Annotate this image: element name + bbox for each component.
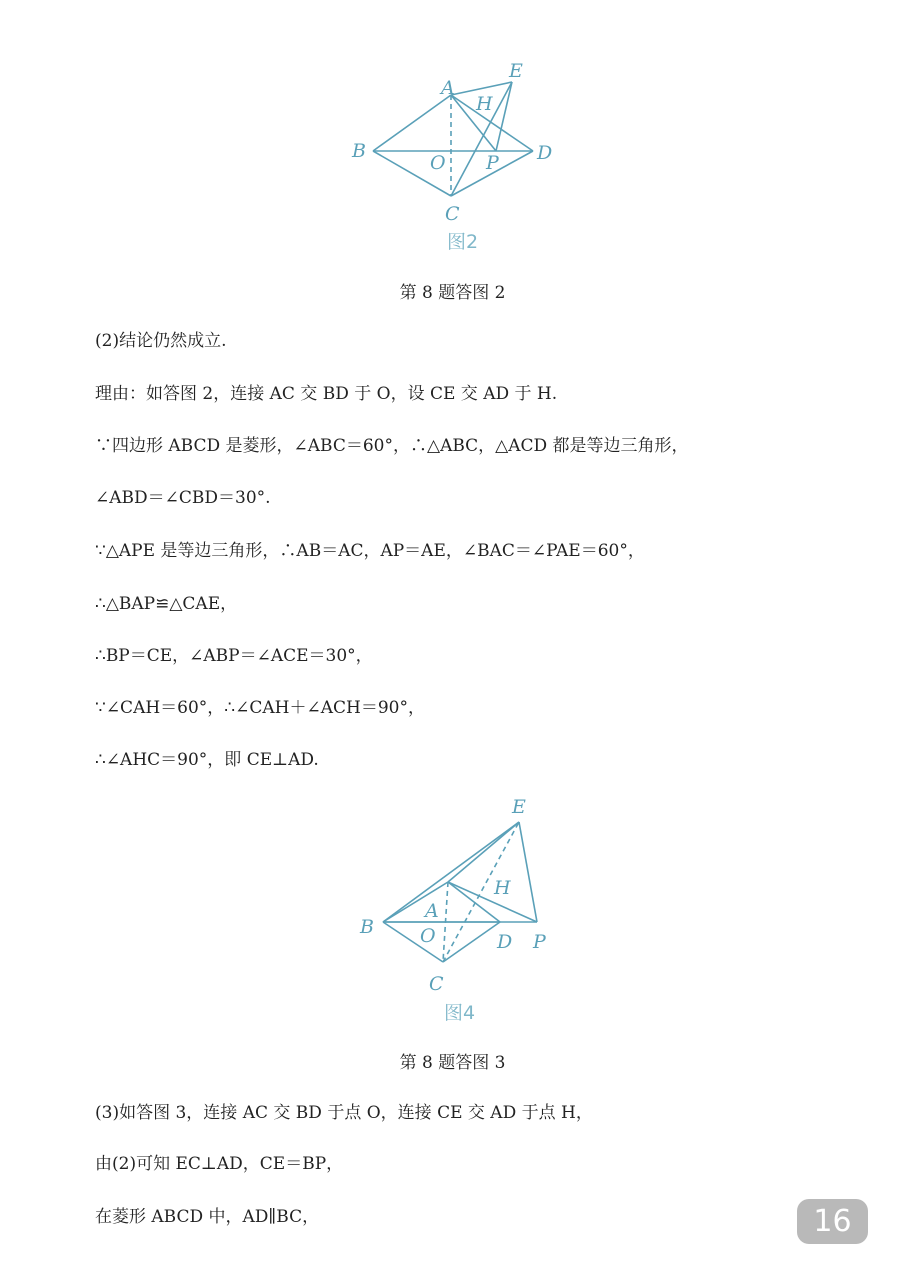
text-line: ∴∠AHC＝90°，即 CE⊥AD. bbox=[95, 750, 319, 770]
page-number-badge: 16 bbox=[797, 1199, 868, 1244]
figure-2-label-h: H bbox=[494, 877, 511, 899]
text-line: 在菱形 ABCD 中，AD∥BC， bbox=[95, 1207, 320, 1227]
figure-2-title: 第 8 题答图 3 bbox=[399, 1053, 506, 1073]
text-line: ∴△BAP≌△CAE， bbox=[95, 594, 238, 614]
figure-2-label-o: O bbox=[420, 925, 436, 947]
figure-1-label-h: H bbox=[476, 93, 493, 115]
figure-1-label-p: P bbox=[486, 152, 499, 174]
text-line: 由(2)可知 EC⊥AD，CE＝BP， bbox=[95, 1154, 344, 1174]
text-line: ∵∠CAH＝60°，∴∠CAH＋∠ACH＝90°， bbox=[95, 698, 425, 718]
figure-1-label-c: C bbox=[445, 203, 460, 225]
text-line: 理由：如答图 2，连接 AC 交 BD 于 O，设 CE 交 AD 于 H. bbox=[95, 384, 558, 404]
figure-1-label-o: O bbox=[430, 152, 446, 174]
figure-2-label-c: C bbox=[429, 973, 444, 995]
text-line: ∵△APE 是等边三角形，∴AB＝AC，AP＝AE，∠BAC＝∠PAE＝60°， bbox=[95, 541, 645, 561]
text-line: ∠ABD＝∠CBD＝30°. bbox=[95, 488, 271, 508]
figure-2-label-a: A bbox=[425, 900, 439, 922]
text-line: ∵四边形 ABCD 是菱形，∠ABC＝60°，∴△ABC，△ACD 都是等边三角形， bbox=[95, 436, 689, 456]
figure-2-label-p: P bbox=[533, 931, 546, 953]
figure-1-label-d: D bbox=[537, 142, 553, 164]
figure-1-caption: 图2 bbox=[447, 231, 479, 253]
figure-2-label-b: B bbox=[360, 916, 374, 938]
figure-1-title: 第 8 题答图 2 bbox=[399, 283, 506, 303]
text-line: (3)如答图 3，连接 AC 交 BD 于点 O，连接 CE 交 AD 于点 H， bbox=[95, 1103, 593, 1123]
figure-2-label-e: E bbox=[512, 796, 526, 818]
figure-2 bbox=[350, 790, 570, 1030]
figure-1-label-e: E bbox=[509, 60, 523, 82]
text-line: (2)结论仍然成立. bbox=[95, 331, 227, 351]
figure-1-label-b: B bbox=[352, 140, 366, 162]
figure-1 bbox=[340, 55, 570, 260]
figure-2-caption: 图4 bbox=[444, 1002, 476, 1024]
figure-1-label-a: A bbox=[441, 77, 455, 99]
figure-2-label-d: D bbox=[497, 931, 513, 953]
text-line: ∴BP＝CE，∠ABP＝∠ACE＝30°， bbox=[95, 646, 373, 666]
